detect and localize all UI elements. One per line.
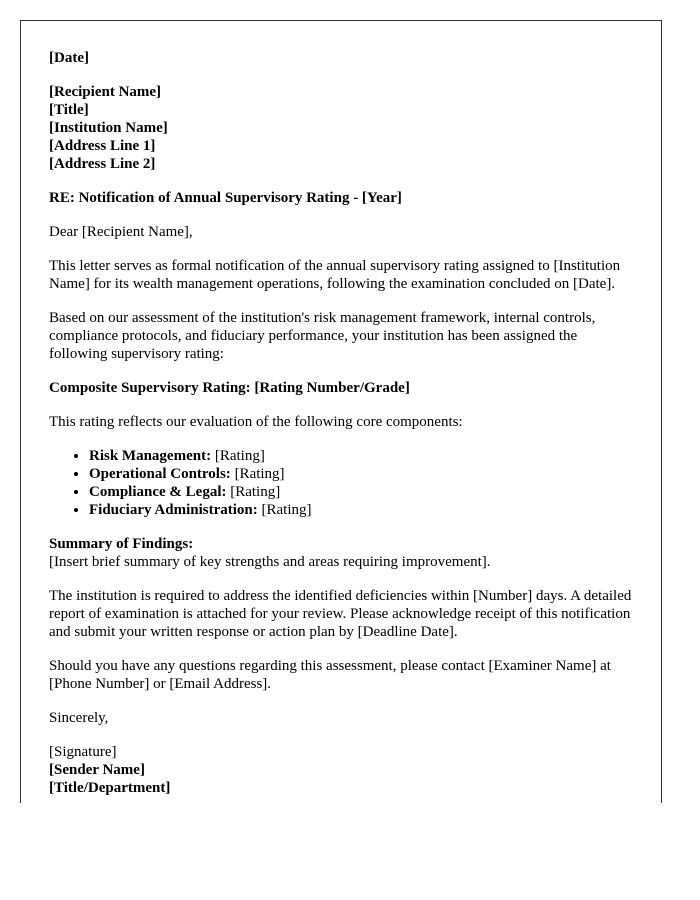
sign-off: Sincerely, <box>49 710 109 726</box>
signature: [Signature] <box>49 744 117 760</box>
letter-date: [Date] <box>49 50 89 66</box>
list-item <box>89 447 632 465</box>
list-item <box>89 465 632 483</box>
recipient-title: [Title] <box>49 102 89 118</box>
paragraph-components-intro: This rating reflects our evaluation of the following core components: <box>49 414 463 430</box>
sender-name: [Sender Name] <box>49 762 145 778</box>
paragraph-assessment: Based on our assessment of the institution's risk management framework, internal controls, compliance protocols, and fiduciary performance, your institution has been assigned the following supervisory rating: <box>49 310 596 362</box>
composite-rating: Composite Supervisory Rating: [Rating Number/Grade] <box>49 380 410 396</box>
recipient-block <box>49 83 632 173</box>
paragraph-intro: This letter serves as formal notification of the annual supervisory rating assigned to [Institution Name] for its wealth management operations, following the examination concluded on [Date]. <box>49 258 621 292</box>
sender-title: [Title/Department] <box>49 780 171 796</box>
component-value: [Rating] <box>234 466 285 482</box>
list-item <box>89 483 632 501</box>
summary-text: [Insert brief summary of key strengths and areas requiring improvement]. <box>49 554 491 570</box>
component-label: Risk Management: <box>89 448 212 464</box>
paragraph-contact: Should you have any questions regarding this assessment, please contact [Examiner Name] at [Phone Number] or [Email Address]. <box>49 658 611 692</box>
salutation: Dear [Recipient Name], <box>49 224 193 240</box>
component-label: Operational Controls: <box>89 466 231 482</box>
component-label: Compliance & Legal: <box>89 484 227 500</box>
component-label: Fiduciary Administration: <box>89 502 258 518</box>
recipient-institution: [Institution Name] <box>49 120 168 136</box>
summary-heading: Summary of Findings: <box>49 536 194 552</box>
list-item <box>89 501 632 519</box>
subject-line: RE: Notification of Annual Supervisory Rating - [Year] <box>49 190 402 206</box>
components-list <box>49 447 632 519</box>
paragraph-requirements: The institution is required to address the identified deficiencies within [Number] days. A detailed report of examination is attached for your review. Please acknowledge receipt of this notification and submit your written response or action plan by [Deadline Date]. <box>49 588 632 640</box>
recipient-address-1: [Address Line 1] <box>49 138 156 154</box>
component-value: [Rating] <box>214 448 265 464</box>
signature-block <box>49 743 632 797</box>
recipient-name: [Recipient Name] <box>49 84 162 100</box>
summary-section <box>49 535 632 571</box>
letter-page <box>20 20 662 803</box>
recipient-address-2: [Address Line 2] <box>49 156 156 172</box>
component-value: [Rating] <box>230 484 281 500</box>
component-value: [Rating] <box>261 502 312 518</box>
